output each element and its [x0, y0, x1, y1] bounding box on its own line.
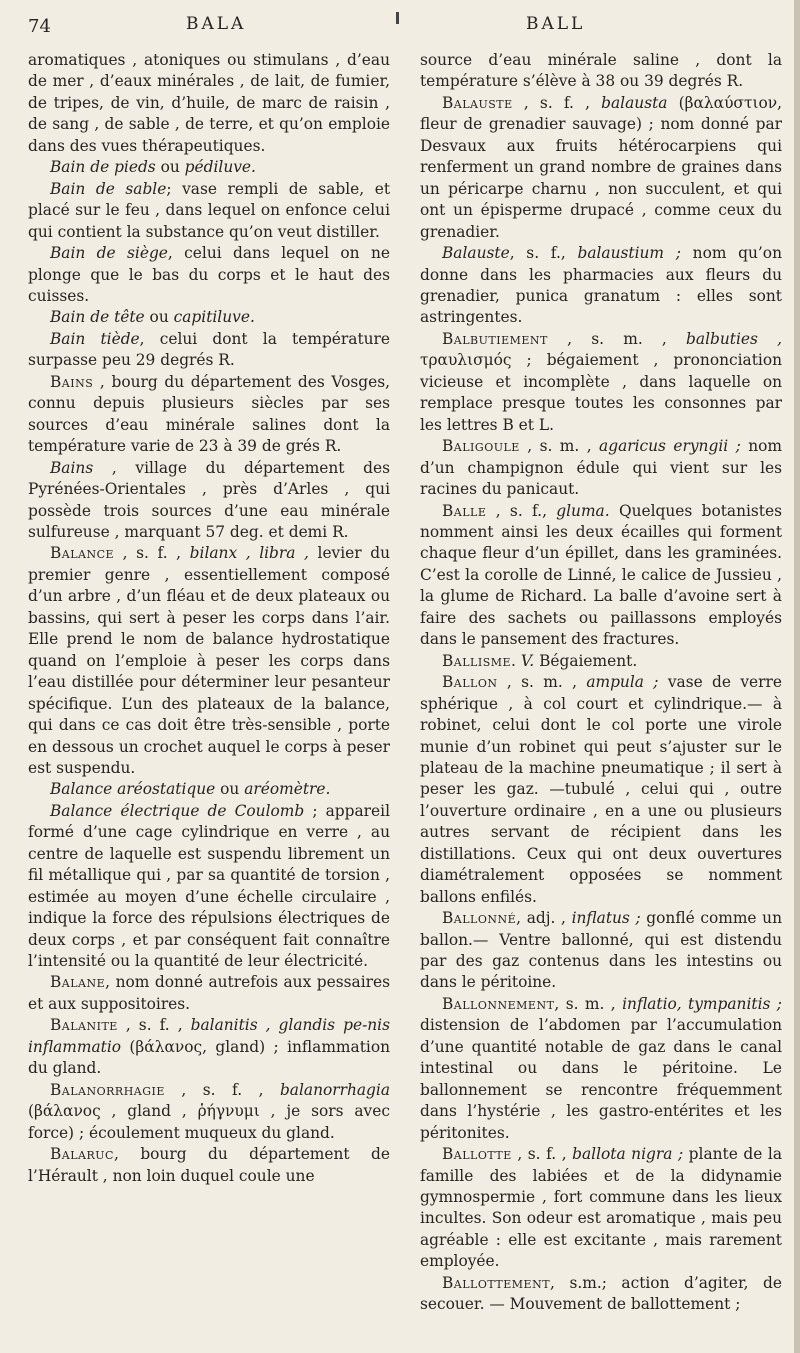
dictionary-entry: [28, 329, 390, 372]
dictionary-entry: [420, 329, 782, 436]
entry-separator: ,: [167, 244, 185, 263]
dictionary-entry: [28, 458, 390, 544]
dictionary-entry: [28, 1080, 390, 1144]
entry-text: plante de la famille des labiées et de la didynamie gymnospermie , fort commune dans les lieux incultes. Son odeur est aromatique , mais peu agréable : elle est excitante , mais rarement employée.: [420, 1145, 782, 1271]
entry-gloss: ampula ;: [586, 673, 659, 692]
dictionary-entry: [28, 779, 390, 800]
entry-text: (βάλανος, gland) ; inflammation du gland.: [28, 1037, 390, 1078]
center-mark: [396, 12, 399, 24]
dictionary-entry: [420, 93, 782, 243]
entry-text: nom qu’on donne dans les pharmacies aux fleurs du grenadier, punica granatum : elles sont astringentes.: [420, 244, 782, 327]
running-head-left: BALA: [186, 14, 247, 34]
entry-term: Ballonnement: [442, 994, 555, 1013]
dictionary-entry: [420, 908, 782, 994]
entry-text: Quelques botanistes nomment ainsi les deux écailles qui forment chaque fleur d’un épillet, dans les graminées. C’est la corolle de Linné, le calice de Jussieu , la glume de Richard. La balle d’avoine sert à faire des sachets ou paillassons employés dans le pansement des fractures.: [420, 501, 782, 649]
entry-separator: , s. f. ,: [512, 93, 602, 112]
entry-text: bourg du département de l’Hérault , non loin duquel coule une: [28, 1145, 390, 1185]
entry-gloss: balausta: [601, 93, 668, 112]
dictionary-entry: [420, 436, 782, 500]
page-header: [0, 4, 800, 44]
dictionary-entry: [28, 157, 390, 178]
entry-term: Balaruc: [50, 1145, 114, 1164]
entry-separator: .: [511, 651, 521, 670]
entry-text: distension de l’abdomen par l’accumulation d’une quantité notable de gaz dans le canal intestinal ou dans le péritoine. Le ballonnement se rencontre fréquemment dans l’hystérie , les gastro-entérites et les péritonites.: [420, 1016, 782, 1142]
entry-term: Ballonné: [442, 909, 517, 928]
entry-gloss: agaricus eryngii ;: [599, 437, 741, 456]
entry-text: Bégaiement.: [534, 651, 638, 670]
entry-gloss: balaustium ;: [577, 244, 681, 263]
entry-term: Bain de siège: [50, 244, 168, 263]
entry-separator: ,: [105, 973, 116, 992]
entry-text: (βαλαύστιον, fleur de grenadier sauvage) ; nom donné par Desvaux aux fruits hétérocarpiens qui renferment un grand nombre de graines dans un péricarpe charnu , non succulent, et qui ont un épisperme drupacé , comme ceux du grenadier.: [420, 93, 783, 241]
continued-text: [28, 50, 390, 157]
entry-text: village du département des Pyrénées-Orientales , près d’Arles , qui possède trois sources d’une eau minérale sulfureuse , marquant 57 deg. et demi R.: [28, 458, 390, 541]
entry-gloss: V.: [520, 651, 535, 670]
dictionary-entry: [420, 651, 782, 672]
entry-gloss: balanitis , glandis pe-nis inflammatio: [28, 1016, 391, 1056]
entry-term: Bains: [50, 372, 94, 391]
entry-separator: ;: [166, 179, 183, 198]
running-head-right: BALL: [526, 14, 586, 34]
dictionary-entry: [28, 801, 390, 973]
entry-separator: , s. f. ,: [117, 1016, 191, 1035]
entry-separator: , s. f. ,: [114, 544, 190, 563]
entry-gloss: balbuties ,: [686, 329, 782, 348]
entry-gloss: gluma.: [556, 501, 610, 520]
dictionary-entry: [420, 994, 782, 1144]
entry-text: source d’eau minérale saline , dont la température s’élève à 38 ou 39 degrés R.: [420, 51, 782, 91]
entry-term: Ballotte: [442, 1145, 512, 1164]
entry-term: Balanorrhagie: [50, 1080, 165, 1099]
entry-text: appareil formé d’une cage cylindrique en verre , au centre de laquelle est suspendu librement un fil métallique qui , par sa quantité de torsion , estimée au moyen d’une échelle circulaire , indique la force des répulsions électriques de deux corps , et par conséquent fait connaître l’intensité ou la quantité de leur électricité.: [28, 801, 390, 971]
entry-separator: , s.m.;: [550, 1273, 622, 1292]
continued-text: [420, 50, 782, 93]
entry-term: Balle: [442, 501, 487, 520]
entry-term: Balane: [50, 973, 106, 992]
entry-separator: , s. m. ,: [554, 994, 623, 1013]
entry-term: Balanite: [50, 1016, 118, 1035]
entry-text: levier du premier genre , essentiellement composé d’un arbre , d’un fléau et de deux plateaux ou bassins, qui sert à peser les corps dans l’air. Elle prend le nom de balance hydrostatique quand on l’emploie à peser les corps dans l’eau distillée pour déterminer leur pesanteur spécifique. L’un des plateaux de la balance, qui dans ce cas doit être très-sensible , porte en dessous un crochet auquel le corps à peser est suspendu.: [28, 544, 391, 777]
entry-term: Ballottement: [442, 1273, 551, 1292]
entry-term: Balauste: [442, 93, 513, 112]
entry-text: aromatiques , atoniques ou stimulans , d’eau de mer , d’eaux minérales , de lait, de fumier, de tripes, de vin, d’huile, de marc de raisin , de sang , de sable , de terre, et qu’on emploie dans des vues thérapeutiques.: [28, 51, 390, 155]
dictionary-entry: [28, 1015, 390, 1079]
entry-term: Bain tiède: [50, 329, 140, 348]
entry-gloss: inflatus ;: [571, 909, 641, 928]
entry-separator: ,: [139, 329, 160, 348]
dictionary-entry: [420, 501, 782, 651]
entry-term: Balance électrique de Coulomb: [50, 801, 305, 820]
dictionary-entry: [420, 1144, 782, 1273]
entry-gloss: bilanx , libra ,: [189, 544, 309, 563]
dictionary-entry: [28, 972, 390, 1015]
entry-term: Bain de tête: [50, 308, 145, 327]
page-edge: [794, 0, 800, 1353]
dictionary-entry: [420, 243, 782, 329]
entry-term: Balance: [50, 544, 115, 563]
entry-gloss: capitiluve.: [173, 308, 255, 327]
entry-text: nom donné autrefois aux pessaires et aux suppositoires.: [28, 973, 390, 1013]
entry-term: Balance aréostatique: [50, 780, 216, 799]
dictionary-entry: [28, 307, 390, 328]
entry-separator: ou: [155, 158, 185, 177]
entry-text: vase rempli de sable, et placé sur le feu , dans lequel on enfonce celui qui contient la substance qu’on veut distiller.: [28, 179, 390, 241]
page-number: 74: [28, 16, 51, 37]
entry-term: Baligoule: [442, 437, 520, 456]
entry-text: celui dans lequel on ne plonge que le bas du corps et le haut des cuisses.: [28, 244, 390, 305]
entry-gloss: pédiluve.: [184, 158, 256, 177]
entry-separator: , s. m. ,: [519, 437, 600, 456]
entry-term: Ballon: [442, 673, 498, 692]
entry-term: Ballisme: [442, 651, 512, 670]
entry-separator: , adj. ,: [516, 909, 572, 928]
entry-separator: ,: [93, 372, 112, 391]
entry-term: Balbutiement: [442, 329, 548, 348]
entry-separator: ,: [113, 1145, 141, 1164]
entry-separator: ,: [93, 458, 136, 477]
dictionary-entry: [420, 672, 782, 908]
entry-separator: , s. f. ,: [164, 1080, 280, 1099]
entry-gloss: balanorrhagia: [279, 1080, 390, 1099]
dictionary-entry: [28, 243, 390, 307]
entry-gloss: ballota nigra ;: [572, 1145, 684, 1164]
entry-text: gonflé comme un ballon.— Ventre ballonné, qui est distendu par des gaz contenus dans les intestins ou dans le péritoine.: [420, 909, 782, 992]
entry-text: vase de verre sphérique , à col court et cylindrique.— à robinet, celui dont le col porte une virole munie d’un robinet qui peut s’ajuster sur le plateau de la machine pneumatique ; il sert à peser les gaz. —tubulé , celui qui , outre l’ouverture ordinaire , en a une ou plusieurs autres servant de récipient dans les distillations. Ceux qui ont deux ouvertures diamétralement opposées se nomment ballons enfilés.: [420, 673, 782, 906]
entry-separator: , s. m. ,: [497, 673, 587, 692]
dictionary-entry: [28, 543, 390, 779]
entry-term: Balauste: [442, 244, 510, 263]
entry-text: (βάλανος , gland , ῥήγνυμι , je sors avec force) ; écoulement muqueux du gland.: [28, 1102, 390, 1142]
entry-term: Bains: [50, 458, 94, 477]
dictionary-entry: [420, 1273, 782, 1316]
entry-text: bourg du département des Vosges, connu depuis plusieurs siècles par ses sources d’eau minérale salines dont la température varie de 23 à 39 de grés R.: [28, 372, 390, 456]
dictionary-entry: [28, 372, 390, 458]
entry-separator: , s. m. ,: [547, 329, 687, 348]
entry-gloss: inflatio, tympanitis ;: [622, 994, 782, 1013]
entry-text: celui dont la température surpasse peu 29 degrés R.: [28, 329, 391, 370]
entry-gloss: aréomètre.: [244, 780, 331, 799]
entry-text: action d’agiter, de secouer. — Mouvement de ballottement ;: [420, 1273, 782, 1314]
entry-text: nom d’un champignon édule qui vient sur les racines du panicaut.: [420, 437, 782, 499]
entry-separator: , s. f.,: [486, 501, 557, 520]
entry-text: τραυλισμός ; bégaiement , prononciation vicieuse et incomplète , dans laquelle on remplace presque toutes les consonnes par les lettres B et L.: [420, 351, 782, 434]
dictionary-entry: [28, 1144, 390, 1187]
entry-separator: ou: [144, 308, 174, 327]
entry-separator: ;: [304, 801, 326, 820]
entry-term: Bain de sable: [50, 179, 167, 198]
right-column: [420, 50, 782, 1316]
entry-separator: , s. f. ,: [511, 1145, 573, 1164]
left-column: [28, 50, 390, 1187]
entry-separator: ou: [215, 780, 245, 799]
dictionary-entry: [28, 179, 390, 243]
entry-separator: , s. f.,: [509, 244, 578, 263]
entry-term: Bain de pieds: [50, 158, 156, 177]
